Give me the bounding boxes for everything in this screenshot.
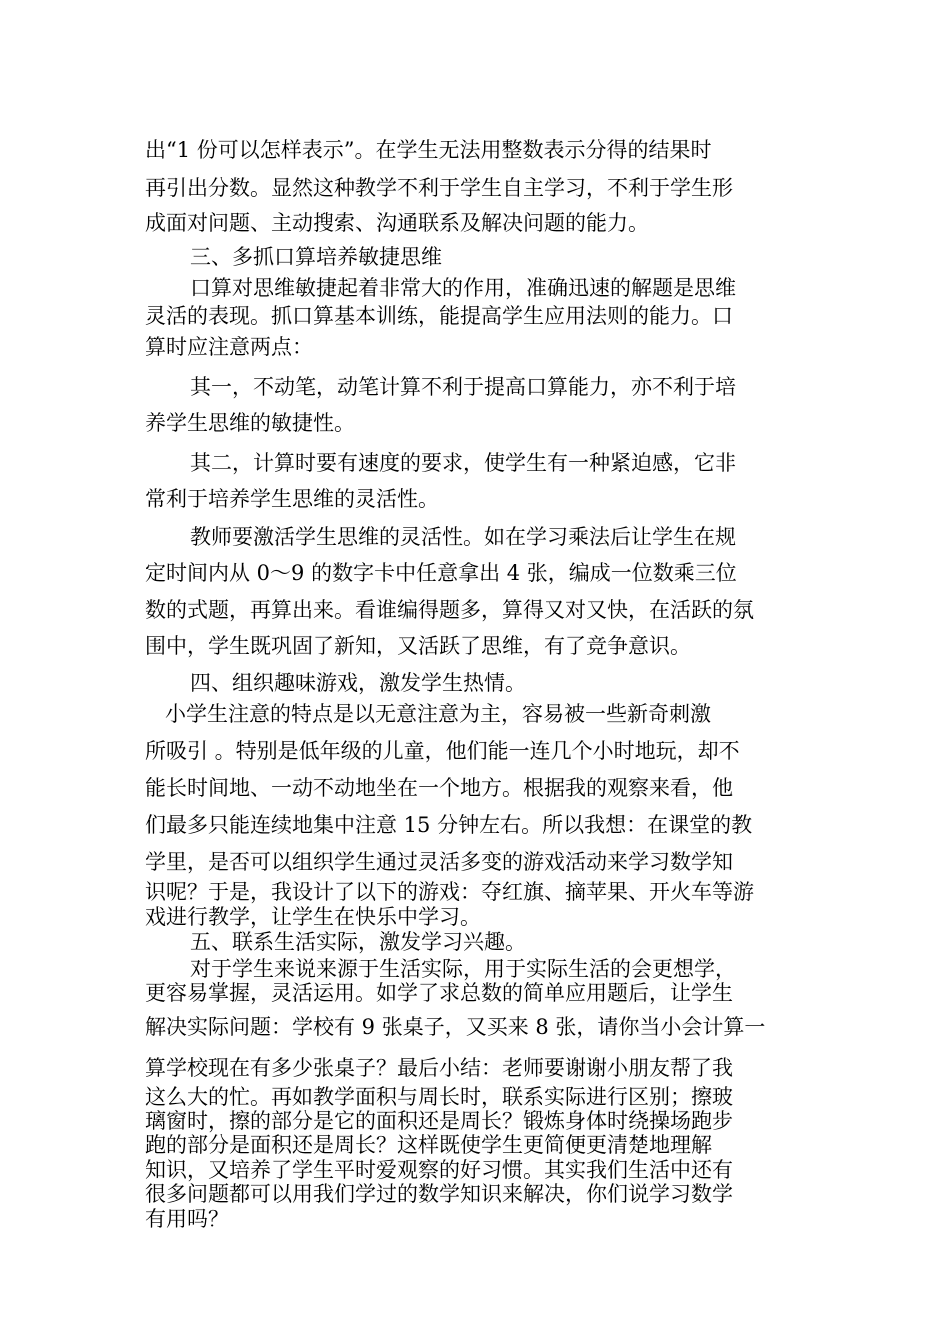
- text-line: 养学生思维的敏捷性。: [145, 411, 355, 435]
- text-line: 数的式题，再算出来。看谁编得题多，算得又对又快，在活跃的氛: [145, 598, 754, 622]
- text-line: 识呢？于是，我设计了以下的游戏：夺红旗、摘苹果、开火车等游: [145, 880, 754, 904]
- text-line: 学里，是否可以组织学生通过灵活多变的游戏活动来学习数学知: [145, 850, 733, 874]
- text-line: 灵活的表现。抓口算基本训练，能提高学生应用法则的能力。口: [145, 304, 733, 328]
- text-line: 很多问题都可以用我们学过的数学知识来解决，你们说学习数学: [145, 1182, 733, 1206]
- text-line: 跑的部分是面积还是周长？这样既使学生更简便更清楚地理解: [145, 1133, 712, 1157]
- text-line: 们最多只能连续地集中注意 15 分钟左右。所以我想：在课堂的教: [145, 813, 753, 837]
- text-line: 其一，不动笔，动笔计算不利于提高口算能力，亦不利于培: [190, 375, 736, 399]
- text-line: 算时应注意两点：: [145, 335, 313, 359]
- text-line: 出“1 份可以怎样表示”。在学生无法用整数表示分得的结果时: [145, 138, 712, 162]
- text-line: 璃窗时，擦的部分是它的面积还是周长？锻炼身体时绕操场跑步: [145, 1109, 733, 1133]
- text-line: 能长时间地、一动不动地坐在一个地方。根据我的观察来看，他: [145, 776, 733, 800]
- text-line: 戏进行教学，让学生在快乐中学习。: [145, 905, 481, 929]
- text-line: 更容易掌握，灵活运用。如学了求总数的简单应用题后，让学生: [145, 981, 733, 1005]
- text-line: 成面对问题、主动搜索、沟通联系及解决问题的能力。: [145, 211, 649, 235]
- text-line: 解决实际问题：学校有 9 张桌子，又买来 8 张，请你当小会计算一: [145, 1015, 766, 1039]
- section-heading: 五、联系生活实际，激发学习兴趣。: [190, 930, 526, 954]
- text-line: 其二，计算时要有速度的要求，使学生有一种紧迫感，它非: [190, 451, 736, 475]
- text-line: 常利于培养学生思维的灵活性。: [145, 487, 439, 511]
- text-line: 小学生注意的特点是以无意注意为主，容易被一些新奇刺激: [165, 702, 711, 726]
- text-line: 有用吗？: [145, 1207, 229, 1231]
- text-line: 对于学生来说来源于生活实际，用于实际生活的会更想学，: [190, 957, 736, 981]
- section-heading: 四、组织趣味游戏，激发学生热情。: [190, 671, 526, 695]
- text-line: 口算对思维敏捷起着非常大的作用，准确迅速的解题是思维: [190, 276, 736, 300]
- section-heading: 三、多抓口算培养敏捷思维: [190, 245, 442, 269]
- text-line: 定时间内从 0～9 的数字卡中任意拿出 4 张，编成一位数乘三位: [145, 561, 737, 585]
- text-line: 知识，又培养了学生平时爱观察的好习惯。其实我们生活中还有: [145, 1158, 733, 1182]
- text-line: 这么大的忙。再如教学面积与周长时，联系实际进行区别；擦玻: [145, 1085, 733, 1109]
- text-line: 再引出分数。显然这种教学不利于学生自主学习，不利于学生形: [145, 176, 733, 200]
- text-line: 算学校现在有多少张桌子？最后小结：老师要谢谢小朋友帮了我: [145, 1056, 733, 1080]
- text-line: 教师要激活学生思维的灵活性。如在学习乘法后让学生在规: [190, 525, 736, 549]
- text-line: 围中，学生既巩固了新知，又活跃了思维，有了竞争意识。: [145, 634, 691, 658]
- text-line: 所吸引 。特别是低年级的儿童，他们能一连几个小时地玩，却不: [145, 739, 740, 763]
